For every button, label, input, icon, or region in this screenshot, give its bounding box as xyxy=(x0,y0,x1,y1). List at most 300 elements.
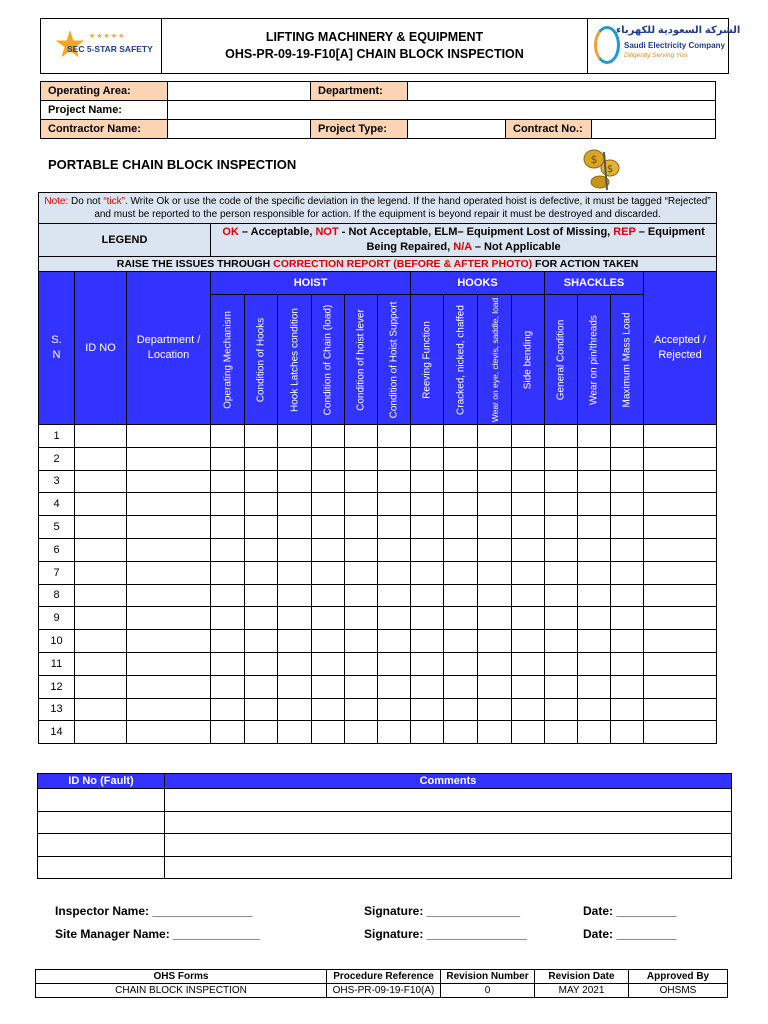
inspection-cell[interactable] xyxy=(444,652,478,675)
inspection-cell[interactable] xyxy=(611,493,644,516)
form-header xyxy=(40,18,741,74)
inspection-cell[interactable] xyxy=(478,675,512,698)
contractor-name-field[interactable] xyxy=(168,120,311,139)
footer-header-approved-by: Approved By xyxy=(629,970,728,984)
inspection-cell[interactable] xyxy=(278,538,312,561)
col-header-hooks-2 xyxy=(444,295,478,425)
inspection-cell[interactable] xyxy=(478,607,512,630)
id-fault-header: ID No (Fault) xyxy=(38,774,165,789)
inspection-cell[interactable] xyxy=(127,470,211,493)
inspection-cell[interactable] xyxy=(312,447,345,470)
inspection-cell[interactable] xyxy=(127,561,211,584)
inspection-cell[interactable] xyxy=(512,493,545,516)
inspection-cell[interactable] xyxy=(245,425,278,448)
inspection-cell[interactable] xyxy=(378,493,411,516)
inspection-cell[interactable] xyxy=(75,721,127,744)
col-header-hooks-1 xyxy=(411,295,444,425)
col-header-text: Condition of hoist lever xyxy=(355,308,367,411)
inspection-cell[interactable] xyxy=(444,425,478,448)
project-name-field[interactable] xyxy=(168,101,716,120)
inspection-cell[interactable] xyxy=(611,698,644,721)
inspection-cell[interactable] xyxy=(245,607,278,630)
col-header-shackles-2 xyxy=(578,295,611,425)
department-field[interactable] xyxy=(408,82,716,101)
inspection-cell[interactable] xyxy=(644,561,717,584)
inspection-cell[interactable] xyxy=(578,470,611,493)
inspection-cell[interactable] xyxy=(545,630,578,653)
inspection-cell[interactable] xyxy=(378,447,411,470)
inspection-cell[interactable] xyxy=(75,698,127,721)
inspection-cell[interactable] xyxy=(278,516,312,539)
inspection-cell[interactable] xyxy=(611,538,644,561)
logo-tagline: Diligently Serving You xyxy=(624,52,688,59)
inspection-cell[interactable] xyxy=(545,721,578,744)
inspection-cell[interactable] xyxy=(278,675,312,698)
inspection-cell[interactable] xyxy=(578,516,611,539)
inspection-cell[interactable] xyxy=(211,721,245,744)
inspection-cell[interactable] xyxy=(211,538,245,561)
inspection-cell[interactable] xyxy=(478,516,512,539)
inspection-cell[interactable] xyxy=(611,561,644,584)
inspection-cell[interactable] xyxy=(578,561,611,584)
title-line-2: OHS-PR-09-19-F10[A] CHAIN BLOCK INSPECTION xyxy=(225,47,524,61)
inspector-signature-line[interactable]: Signature: ______________ xyxy=(364,904,521,918)
inspection-cell[interactable] xyxy=(312,652,345,675)
inspection-cell[interactable] xyxy=(312,584,345,607)
inspection-cell[interactable] xyxy=(411,538,444,561)
inspection-cell[interactable] xyxy=(578,425,611,448)
inspection-cell[interactable] xyxy=(312,493,345,516)
inspection-cell[interactable] xyxy=(127,675,211,698)
inspection-cell[interactable] xyxy=(245,447,278,470)
inspection-cell[interactable] xyxy=(578,675,611,698)
contract-no-field[interactable] xyxy=(592,120,716,139)
inspection-cell[interactable] xyxy=(512,516,545,539)
inspection-cell[interactable] xyxy=(411,721,444,744)
inspection-cell[interactable] xyxy=(211,698,245,721)
inspection-cell[interactable] xyxy=(478,630,512,653)
logo-company-name: Saudi Electricity Company xyxy=(624,41,725,50)
inspection-cell[interactable] xyxy=(444,538,478,561)
inspection-cell[interactable] xyxy=(545,584,578,607)
inspection-cell[interactable] xyxy=(512,470,545,493)
inspection-cell[interactable] xyxy=(75,652,127,675)
inspection-cell[interactable] xyxy=(211,561,245,584)
inspection-cell[interactable] xyxy=(75,584,127,607)
col-header-text: Reeving Function xyxy=(421,320,433,399)
inspection-cell[interactable] xyxy=(611,675,644,698)
legend-not: NOT xyxy=(315,226,339,238)
inspection-cell[interactable] xyxy=(345,561,378,584)
site-manager-signature-line[interactable]: Signature: _______________ xyxy=(364,927,527,941)
inspection-cell[interactable] xyxy=(245,516,278,539)
table-row xyxy=(39,607,717,630)
inspection-cell[interactable] xyxy=(545,425,578,448)
inspection-cell[interactable] xyxy=(611,652,644,675)
inspection-cell[interactable] xyxy=(345,607,378,630)
inspection-cell[interactable] xyxy=(75,561,127,584)
inspection-cell[interactable] xyxy=(345,447,378,470)
inspection-cell[interactable] xyxy=(411,470,444,493)
inspection-cell[interactable] xyxy=(312,561,345,584)
inspection-cell[interactable] xyxy=(75,538,127,561)
comment-field[interactable] xyxy=(165,834,732,857)
inspection-cell[interactable] xyxy=(512,652,545,675)
inspection-cell[interactable] xyxy=(644,470,717,493)
inspection-cell[interactable] xyxy=(444,447,478,470)
col-header-text: Condition of Hooks xyxy=(255,317,267,402)
inspection-cell[interactable] xyxy=(378,721,411,744)
inspection-cell[interactable] xyxy=(411,493,444,516)
inspection-cell[interactable] xyxy=(545,698,578,721)
inspection-cell[interactable] xyxy=(411,516,444,539)
inspection-cell[interactable] xyxy=(127,516,211,539)
inspection-cell[interactable] xyxy=(578,652,611,675)
inspection-cell[interactable] xyxy=(312,630,345,653)
col-header-text: Cracked, nicked, chaffed xyxy=(455,304,466,415)
inspection-cell[interactable] xyxy=(75,425,127,448)
inspection-cell[interactable] xyxy=(444,516,478,539)
inspection-cell[interactable] xyxy=(444,493,478,516)
comment-field[interactable] xyxy=(165,811,732,834)
inspection-cell[interactable] xyxy=(644,675,717,698)
inspection-cell[interactable] xyxy=(512,538,545,561)
inspection-cell[interactable] xyxy=(75,470,127,493)
inspection-cell[interactable] xyxy=(611,584,644,607)
project-name-label: Project Name: xyxy=(41,101,168,120)
contractor-name-label: Contractor Name: xyxy=(41,120,168,139)
operating-area-field[interactable] xyxy=(168,82,311,101)
row-number: 8 xyxy=(39,584,75,607)
site-manager-date-line[interactable]: Date: _________ xyxy=(583,927,677,941)
inspection-cell[interactable] xyxy=(278,493,312,516)
inspection-cell[interactable] xyxy=(278,425,312,448)
table-row xyxy=(39,516,717,539)
inspection-cell[interactable] xyxy=(127,721,211,744)
inspection-cell[interactable] xyxy=(411,561,444,584)
table-row xyxy=(39,561,717,584)
inspection-cell[interactable] xyxy=(644,607,717,630)
inspection-cell[interactable] xyxy=(345,470,378,493)
inspection-cell[interactable] xyxy=(378,675,411,698)
rating-stars-icon: ★★★★★ xyxy=(89,33,126,40)
inspection-cell[interactable] xyxy=(644,630,717,653)
legend-text xyxy=(211,224,717,257)
inspection-cell[interactable] xyxy=(127,652,211,675)
inspection-cell[interactable] xyxy=(578,538,611,561)
project-type-field[interactable] xyxy=(408,120,506,139)
inspection-cell[interactable] xyxy=(644,538,717,561)
id-fault-field[interactable] xyxy=(38,834,165,857)
inspection-cell[interactable] xyxy=(512,607,545,630)
inspection-cell[interactable] xyxy=(378,698,411,721)
inspection-cell[interactable] xyxy=(512,584,545,607)
inspection-cell[interactable] xyxy=(411,630,444,653)
inspection-cell[interactable] xyxy=(411,698,444,721)
inspection-cell[interactable] xyxy=(378,425,411,448)
inspection-cell[interactable] xyxy=(75,516,127,539)
inspection-cell[interactable] xyxy=(411,584,444,607)
inspection-cell[interactable] xyxy=(512,561,545,584)
inspection-cell[interactable] xyxy=(345,721,378,744)
inspection-cell[interactable] xyxy=(444,607,478,630)
group-header-hoist: HOIST xyxy=(211,272,411,295)
inspection-cell[interactable] xyxy=(444,584,478,607)
inspection-cell[interactable] xyxy=(644,698,717,721)
id-fault-field[interactable] xyxy=(38,789,165,812)
inspection-cell[interactable] xyxy=(444,561,478,584)
document-footer xyxy=(35,969,728,998)
inspection-cell[interactable] xyxy=(278,447,312,470)
inspection-cell[interactable] xyxy=(127,607,211,630)
inspection-cell[interactable] xyxy=(345,425,378,448)
inspection-cell[interactable] xyxy=(278,698,312,721)
id-fault-field[interactable] xyxy=(38,811,165,834)
inspection-cell[interactable] xyxy=(345,516,378,539)
inspection-cell[interactable] xyxy=(478,470,512,493)
svg-text:$: $ xyxy=(606,164,614,175)
col-header-sn: S. N xyxy=(39,272,75,425)
inspection-cell[interactable] xyxy=(312,607,345,630)
inspection-cell[interactable] xyxy=(245,652,278,675)
inspection-cell[interactable] xyxy=(545,493,578,516)
inspection-cell[interactable] xyxy=(312,721,345,744)
inspection-cell[interactable] xyxy=(345,675,378,698)
footer-form-name: CHAIN BLOCK INSPECTION xyxy=(36,984,327,998)
table-row xyxy=(39,493,717,516)
inspector-name-line[interactable]: Inspector Name: _______________ xyxy=(55,904,253,918)
footer-revision-number: 0 xyxy=(441,984,535,998)
inspection-cell[interactable] xyxy=(75,675,127,698)
inspection-cell[interactable] xyxy=(312,516,345,539)
col-header-accepted-rejected: Accepted / Rejected xyxy=(644,272,717,425)
inspection-cell[interactable] xyxy=(211,470,245,493)
inspection-cell[interactable] xyxy=(578,584,611,607)
inspection-cell[interactable] xyxy=(644,584,717,607)
inspection-cell[interactable] xyxy=(411,607,444,630)
inspection-cell[interactable] xyxy=(245,561,278,584)
inspection-cell[interactable] xyxy=(245,470,278,493)
inspection-cell[interactable] xyxy=(444,698,478,721)
row-number: 10 xyxy=(39,630,75,653)
inspection-cell[interactable] xyxy=(578,493,611,516)
inspection-cell[interactable] xyxy=(75,493,127,516)
inspection-cell[interactable] xyxy=(444,675,478,698)
inspection-cell[interactable] xyxy=(211,675,245,698)
inspection-cell[interactable] xyxy=(478,652,512,675)
inspection-cell[interactable] xyxy=(211,584,245,607)
table-row xyxy=(39,470,717,493)
inspection-cell[interactable] xyxy=(478,561,512,584)
inspection-cell[interactable] xyxy=(644,516,717,539)
footer-header-revision-date: Revision Date xyxy=(535,970,629,984)
inspection-cell[interactable] xyxy=(378,584,411,607)
inspection-cell[interactable] xyxy=(478,493,512,516)
col-header-hoist-3 xyxy=(278,295,312,425)
inspection-cell[interactable] xyxy=(611,516,644,539)
inspection-cell[interactable] xyxy=(75,607,127,630)
inspection-cell[interactable] xyxy=(644,447,717,470)
inspection-cell[interactable] xyxy=(545,470,578,493)
inspection-cell[interactable] xyxy=(512,447,545,470)
inspection-cell[interactable] xyxy=(345,652,378,675)
inspection-cell[interactable] xyxy=(578,607,611,630)
inspection-cell[interactable] xyxy=(611,721,644,744)
inspection-cell[interactable] xyxy=(75,630,127,653)
inspection-cell[interactable] xyxy=(478,698,512,721)
inspection-cell[interactable] xyxy=(211,516,245,539)
inspection-cell[interactable] xyxy=(312,698,345,721)
inspection-cell[interactable] xyxy=(345,493,378,516)
col-header-text: Side bending xyxy=(522,330,534,389)
inspection-cell[interactable] xyxy=(611,425,644,448)
inspection-cell[interactable] xyxy=(545,652,578,675)
inspection-cell[interactable] xyxy=(127,698,211,721)
sec-5-star-safety-logo xyxy=(45,24,157,68)
inspection-cell[interactable] xyxy=(512,675,545,698)
inspection-cell[interactable] xyxy=(127,425,211,448)
inspection-cell[interactable] xyxy=(278,630,312,653)
inspection-cell[interactable] xyxy=(245,584,278,607)
inspection-cell[interactable] xyxy=(644,652,717,675)
id-fault-field[interactable] xyxy=(38,856,165,879)
inspection-cell[interactable] xyxy=(127,447,211,470)
site-manager-name-line[interactable]: Site Manager Name: _____________ xyxy=(55,927,260,941)
inspection-cell[interactable] xyxy=(545,561,578,584)
inspection-cell[interactable] xyxy=(127,630,211,653)
inspection-cell[interactable] xyxy=(378,630,411,653)
inspection-cell[interactable] xyxy=(278,652,312,675)
col-header-text: General Condition xyxy=(555,319,567,400)
col-header-text: Operating Mechanism xyxy=(222,310,233,409)
inspection-cell[interactable] xyxy=(345,584,378,607)
inspection-cell[interactable] xyxy=(545,538,578,561)
inspection-cell[interactable] xyxy=(245,538,278,561)
inspection-cell[interactable] xyxy=(211,630,245,653)
table-row xyxy=(39,538,717,561)
row-number: 11 xyxy=(39,652,75,675)
inspection-cell[interactable] xyxy=(378,607,411,630)
inspection-cell[interactable] xyxy=(378,652,411,675)
col-header-hoist-4 xyxy=(312,295,345,425)
inspection-cell[interactable] xyxy=(611,630,644,653)
inspection-cell[interactable] xyxy=(545,447,578,470)
inspector-date-line[interactable]: Date: _________ xyxy=(583,904,677,918)
inspection-cell[interactable] xyxy=(211,447,245,470)
inspection-cell[interactable] xyxy=(278,470,312,493)
inspection-cell[interactable] xyxy=(127,584,211,607)
inspection-cell[interactable] xyxy=(478,425,512,448)
inspection-cell[interactable] xyxy=(75,447,127,470)
sec-5-star-logo-cell xyxy=(41,19,162,74)
inspection-cell[interactable] xyxy=(378,561,411,584)
inspection-cell[interactable] xyxy=(211,425,245,448)
inspection-cell[interactable] xyxy=(245,721,278,744)
inspection-cell[interactable] xyxy=(411,425,444,448)
inspection-cell[interactable] xyxy=(578,630,611,653)
inspection-cell[interactable] xyxy=(644,425,717,448)
inspection-cell[interactable] xyxy=(245,630,278,653)
inspection-cell[interactable] xyxy=(378,538,411,561)
inspection-cell[interactable] xyxy=(578,698,611,721)
inspection-cell[interactable] xyxy=(278,721,312,744)
inspection-cell[interactable] xyxy=(444,721,478,744)
inspection-cell[interactable] xyxy=(512,425,545,448)
legend-rep: REP xyxy=(613,226,636,238)
logo-arabic-text: الشركة السعودية للكهرباء xyxy=(616,25,741,36)
inspection-cell[interactable] xyxy=(444,630,478,653)
inspection-cell[interactable] xyxy=(127,538,211,561)
inspection-cell[interactable] xyxy=(611,607,644,630)
inspection-cell[interactable] xyxy=(211,652,245,675)
inspection-cell[interactable] xyxy=(478,721,512,744)
legend-label: LEGEND xyxy=(39,224,211,257)
inspection-cell[interactable] xyxy=(411,652,444,675)
inspection-cell[interactable] xyxy=(545,607,578,630)
inspection-cell[interactable] xyxy=(644,721,717,744)
col-header-text: Condition of Chain (load) xyxy=(322,304,334,415)
inspection-cell[interactable] xyxy=(245,698,278,721)
inspection-cell[interactable] xyxy=(545,675,578,698)
comment-field[interactable] xyxy=(165,789,732,812)
col-header-shackles-3 xyxy=(611,295,644,425)
inspection-cell[interactable] xyxy=(312,425,345,448)
section-title: PORTABLE CHAIN BLOCK INSPECTION xyxy=(48,157,297,172)
project-type-label: Project Type: xyxy=(311,120,408,139)
svg-text:$: $ xyxy=(590,153,598,166)
inspection-cell[interactable] xyxy=(278,561,312,584)
inspection-cell[interactable] xyxy=(378,470,411,493)
inspection-cell[interactable] xyxy=(211,493,245,516)
comment-field[interactable] xyxy=(165,856,732,879)
inspection-cell[interactable] xyxy=(512,721,545,744)
inspection-cell[interactable] xyxy=(245,675,278,698)
inspection-cell[interactable] xyxy=(512,698,545,721)
inspection-cell[interactable] xyxy=(312,470,345,493)
inspection-cell[interactable] xyxy=(411,675,444,698)
inspection-cell[interactable] xyxy=(644,493,717,516)
inspection-cell[interactable] xyxy=(312,675,345,698)
note-tick-word: “tick” xyxy=(103,196,125,207)
inspection-cell[interactable] xyxy=(444,470,478,493)
inspection-cell[interactable] xyxy=(611,447,644,470)
inspection-cell[interactable] xyxy=(278,607,312,630)
inspection-cell[interactable] xyxy=(127,493,211,516)
inspection-cell[interactable] xyxy=(211,607,245,630)
form-title xyxy=(162,19,588,74)
inspection-cell[interactable] xyxy=(278,584,312,607)
inspection-cell[interactable] xyxy=(345,698,378,721)
footer-approved-by: OHSMS xyxy=(629,984,728,998)
note-pre: Do not xyxy=(68,196,104,207)
inspection-cell[interactable] xyxy=(345,630,378,653)
inspection-cell[interactable] xyxy=(245,493,278,516)
inspection-cell[interactable] xyxy=(512,630,545,653)
inspection-cell[interactable] xyxy=(578,721,611,744)
inspection-cell[interactable] xyxy=(545,516,578,539)
inspection-cell[interactable] xyxy=(312,538,345,561)
table-row xyxy=(39,652,717,675)
inspection-cell[interactable] xyxy=(478,584,512,607)
col-header-text: Wear on pin/threads xyxy=(588,314,600,405)
inspection-cell[interactable] xyxy=(478,447,512,470)
inspection-cell[interactable] xyxy=(578,447,611,470)
inspection-cell[interactable] xyxy=(478,538,512,561)
inspection-cell[interactable] xyxy=(411,447,444,470)
inspection-cell[interactable] xyxy=(611,470,644,493)
inspection-cell[interactable] xyxy=(345,538,378,561)
inspection-cell[interactable] xyxy=(378,516,411,539)
